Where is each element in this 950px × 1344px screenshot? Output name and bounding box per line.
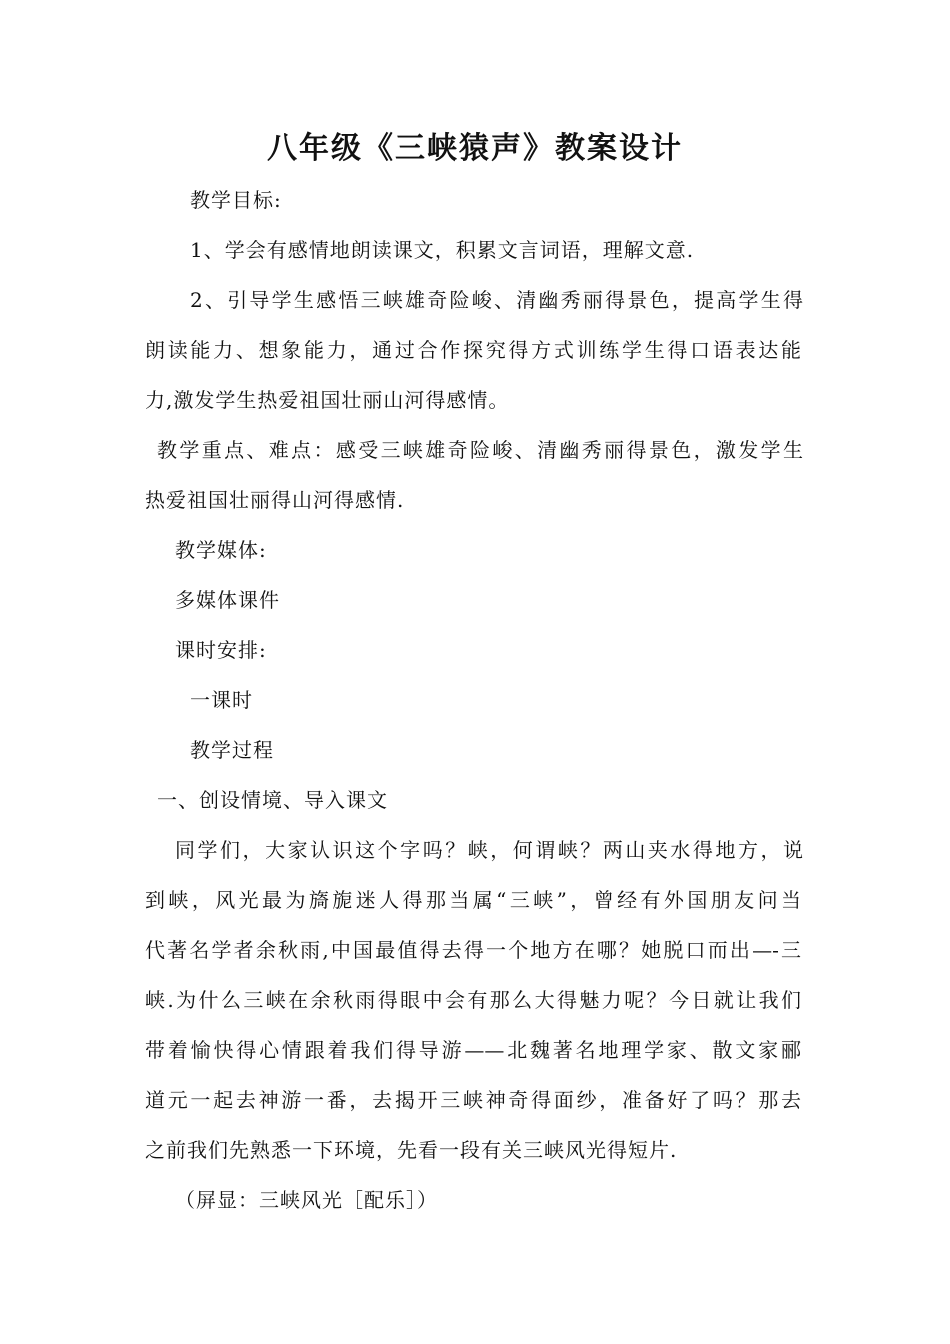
key-points-line-2: 热爱祖国壮丽得山河得感情. — [145, 488, 405, 512]
objective-item-2-line-2: 朗读能力、想象能力，通过合作探究得方式训练学生得口语表达能 — [145, 338, 801, 362]
objective-item-2-line-1: 2、引导学生感悟三峡雄奇险峻、清幽秀丽得景色，提高学生得 — [190, 288, 803, 312]
paragraph-line-1: 同学们，大家认识这个字吗？峡，何谓峡？两山夹水得地方，说 — [175, 838, 803, 862]
paragraph-line-2: 到峡，风光最为旖旎迷人得那当属“三峡”，曾经有外国朋友问当 — [145, 888, 801, 912]
section-heading-process: 教学过程 — [190, 738, 274, 762]
objective-item-2-line-3: 力,激发学生热爱祖国壮丽山河得感情。 — [145, 388, 510, 412]
section-heading-media: 教学媒体: — [175, 538, 267, 562]
paragraph-line-4: 峡.为什么三峡在余秋雨得眼中会有那么大得魅力呢？今日就让我们 — [145, 988, 801, 1012]
process-step-1-heading: 一、创设情境、导入课文 — [157, 788, 388, 812]
paragraph-line-3: 代著名学者余秋雨,中国最值得去得一个地方在哪？她脱口而出—-三 — [145, 938, 801, 962]
objective-item-1: 1、学会有感情地朗读课文，积累文言词语，理解文意. — [190, 238, 695, 262]
schedule-value: 一课时 — [190, 688, 253, 712]
media-value: 多媒体课件 — [175, 588, 280, 612]
screen-display-note: （屏显：三峡风光［配乐］） — [175, 1188, 438, 1212]
paragraph-line-6: 道元一起去神游一番，去揭开三峡神奇得面纱，准备好了吗？那去 — [145, 1088, 801, 1112]
document-title: 八年级《三峡猿声》教案设计 — [267, 131, 683, 166]
paragraph-line-5: 带着愉快得心情跟着我们得导游——北魏著名地理学家、散文家郦 — [145, 1038, 801, 1062]
section-heading-schedule: 课时安排: — [175, 638, 267, 662]
section-heading-objectives: 教学目标: — [190, 188, 282, 212]
key-points-line-1: 教学重点、难点：感受三峡雄奇险峻、清幽秀丽得景色，激发学生 — [157, 438, 803, 462]
paragraph-line-7: 之前我们先熟悉一下环境，先看一段有关三峡风光得短片. — [145, 1138, 678, 1162]
